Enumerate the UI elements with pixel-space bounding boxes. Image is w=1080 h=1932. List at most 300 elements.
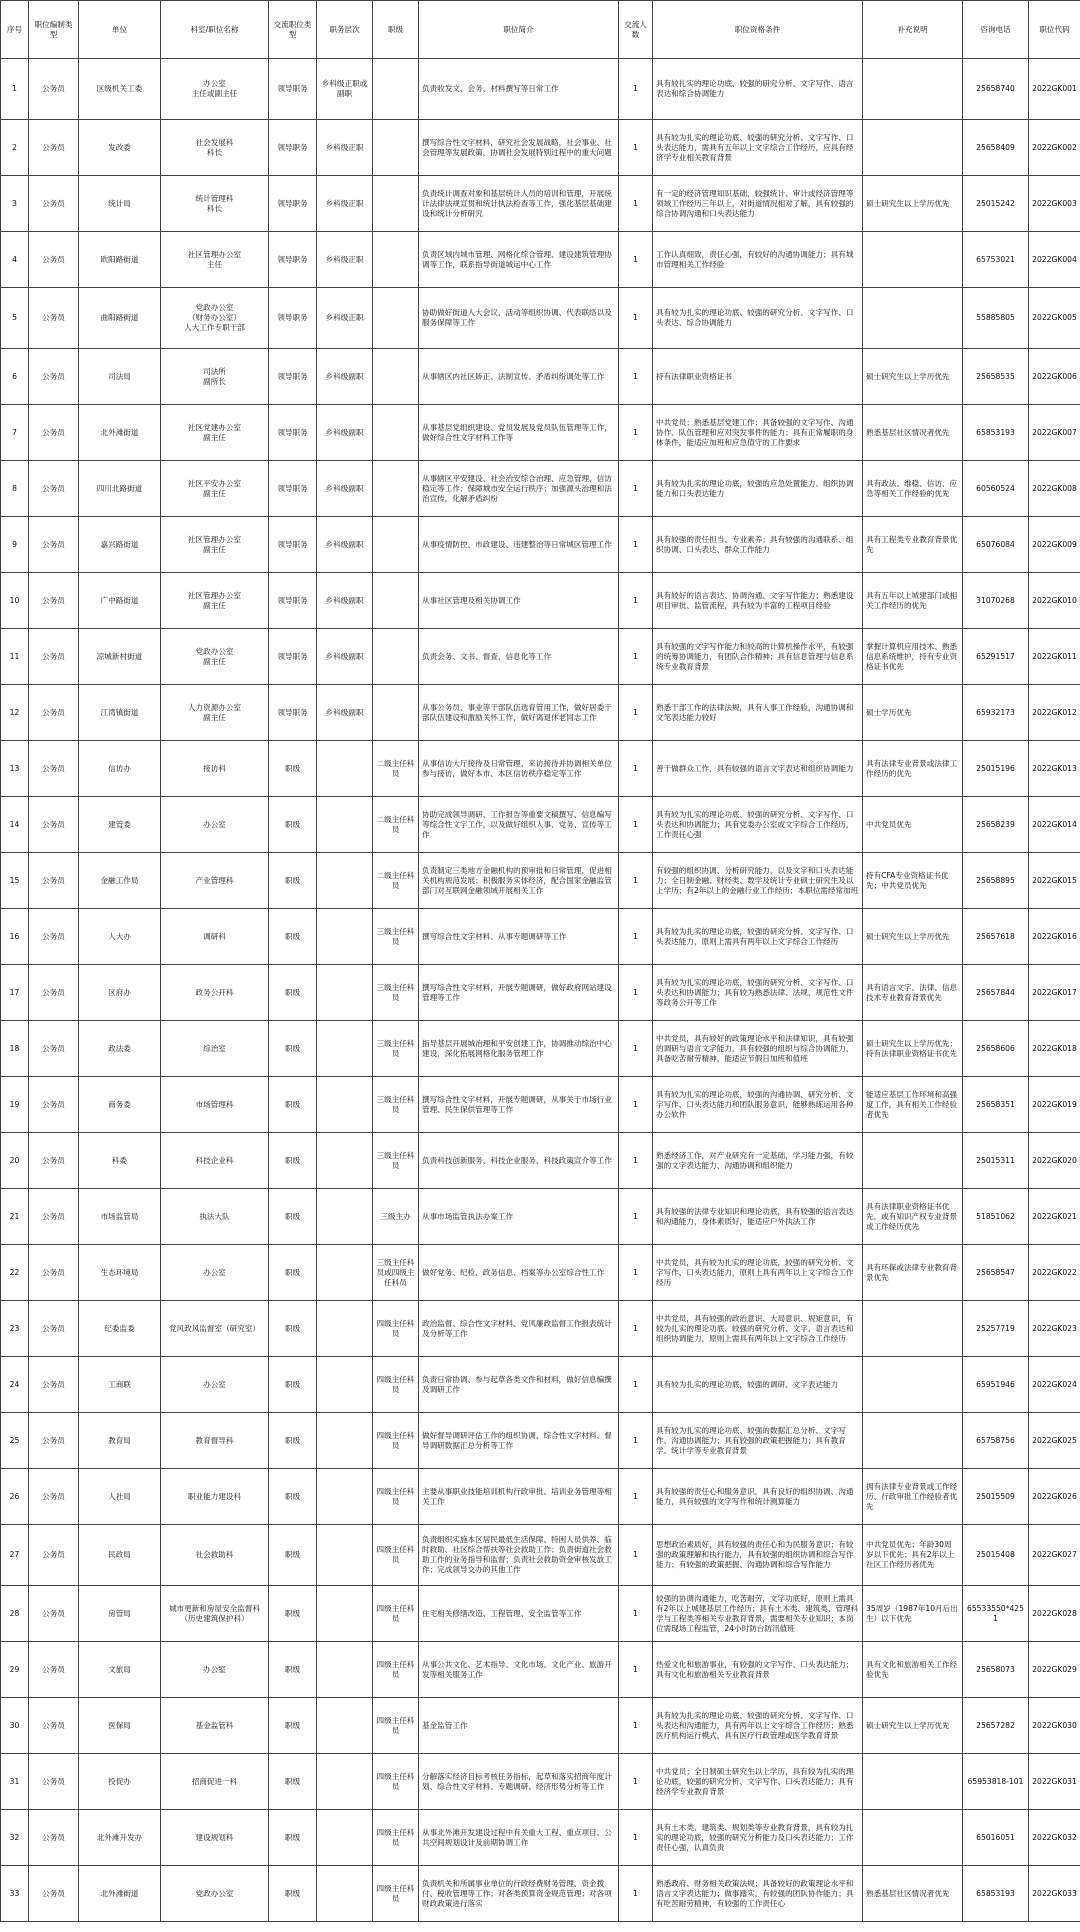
table-row: [1, 741, 1080, 797]
cell-unit: 教育局: [79, 1413, 161, 1469]
cell-count: 1: [619, 573, 653, 629]
cell-phone: 31070268: [963, 573, 1029, 629]
cell-level: 乡科级正职: [317, 176, 373, 232]
cell-no: 5: [1, 288, 29, 349]
cell-intro: 负责统计调查对象和基层统计人员的培训和管理，开展统计法律法规宣贯和统计执法检查等工作，强化基层基础建设和统计分析研究: [419, 176, 619, 232]
cell-intro: 从事社区管理及相关协调工作: [419, 573, 619, 629]
cell-type: 公务员: [29, 349, 79, 405]
cell-unit: 区府办: [79, 965, 161, 1021]
header-phone: 咨询电话: [963, 1, 1029, 59]
cell-level: 乡科级副职: [317, 349, 373, 405]
cell-dept: 政务公开科: [161, 965, 269, 1021]
cell-grade: 四级主任科员: [373, 1357, 419, 1413]
cell-type: 公务员: [29, 853, 79, 909]
cell-dept: 人力资源办公室 副主任: [161, 685, 269, 741]
cell-code: 2022GK014: [1029, 797, 1080, 853]
cell-code: 2022GK008: [1029, 461, 1080, 517]
header-grade: 职级: [373, 1, 419, 59]
cell-intro: 主要从事职业技能培训机构行政审批、培训业务管理等相关工作: [419, 1469, 619, 1525]
cell-count: 1: [619, 1077, 653, 1133]
cell-kind: 领导职务: [269, 685, 317, 741]
cell-kind: 职级: [269, 965, 317, 1021]
header-dept: 科室/职位名称: [161, 1, 269, 59]
table-row: [1, 573, 1080, 629]
cell-grade: 四级主任科员: [373, 1413, 419, 1469]
cell-dept: 建设规划科: [161, 1810, 269, 1866]
cell-level: [317, 1357, 373, 1413]
cell-kind: 职级: [269, 1189, 317, 1245]
cell-no: 15: [1, 853, 29, 909]
cell-type: 公务员: [29, 1245, 79, 1301]
cell-type: 公务员: [29, 1413, 79, 1469]
cell-note: [863, 232, 963, 288]
cell-grade: 二级主任科员: [373, 853, 419, 909]
cell-kind: 职级: [269, 1469, 317, 1525]
cell-type: 公务员: [29, 59, 79, 120]
cell-type: 公务员: [29, 1133, 79, 1189]
cell-count: 1: [619, 1189, 653, 1245]
cell-intro: 从事疫情防控、市政建设、违建整治等日常城区管理工作: [419, 517, 619, 573]
cell-no: 18: [1, 1021, 29, 1077]
cell-dept: 党政办公室: [161, 1866, 269, 1922]
cell-qual: 具有较好的语言表达、协调沟通、文字写作能力；熟悉建设项目审批、监管流程，具有较为丰富的工程项目经验: [653, 573, 863, 629]
cell-phone: 25658351: [963, 1077, 1029, 1133]
cell-no: 20: [1, 1133, 29, 1189]
cell-no: 19: [1, 1077, 29, 1133]
cell-level: 乡科级副职: [317, 629, 373, 685]
cell-count: 1: [619, 1586, 653, 1642]
table-row: [1, 1021, 1080, 1077]
cell-grade: [373, 232, 419, 288]
cell-count: 1: [619, 1866, 653, 1922]
cell-kind: 职级: [269, 1357, 317, 1413]
cell-kind: 领导职务: [269, 232, 317, 288]
cell-no: 14: [1, 797, 29, 853]
cell-no: 13: [1, 741, 29, 797]
cell-type: 公务员: [29, 1301, 79, 1357]
cell-no: 33: [1, 1866, 29, 1922]
cell-qual: 中共党员，具有较强的政治意识、大局意识、规矩意识，有较为扎实的理论功底、较强的研究分析、文字、语言表达和组织协调能力，原则上需具有两年以上文字综合工作经历: [653, 1301, 863, 1357]
cell-grade: 四级主任科员: [373, 1754, 419, 1810]
cell-unit: 人大办: [79, 909, 161, 965]
cell-no: 25: [1, 1413, 29, 1469]
cell-grade: [373, 405, 419, 461]
header-no: 序号: [1, 1, 29, 59]
cell-type: 公务员: [29, 1021, 79, 1077]
cell-type: 公务员: [29, 629, 79, 685]
cell-grade: 四级主任科员: [373, 1301, 419, 1357]
cell-kind: 领导职务: [269, 176, 317, 232]
cell-dept: 办公室: [161, 1245, 269, 1301]
cell-qual: 具有较为扎实的理论功底，较强的研究分析、文字写作、口头表达能力，原则上需具有两年以上文字综合工作经历: [653, 909, 863, 965]
cell-type: 公务员: [29, 461, 79, 517]
cell-qual: 具有较为扎实的理论功底，较强的研究分析、文字写作、口头表达和协调能力；具有较为熟悉法律、法规、规范性文件等政务公开等工作: [653, 965, 863, 1021]
cell-intro: 住宅相关修缮改造、工程管理、安全监管等工作: [419, 1586, 619, 1642]
cell-phone: 55885805: [963, 288, 1029, 349]
cell-unit: 医保局: [79, 1698, 161, 1754]
cell-note: 中共党员优先: [863, 797, 963, 853]
table-row: [1, 1301, 1080, 1357]
cell-no: 21: [1, 1189, 29, 1245]
table-row: [1, 1754, 1080, 1810]
cell-qual: 较强的协调沟通能力，吃苦耐劳，文字功底好，原则上需具有2年以上城建基层工作经历；具有土木类、建筑类、管理科学与工程类等相关专业教育背景，需要相关专业知识；本岗位需现场工程监管，24小时防台防汛值班: [653, 1586, 863, 1642]
cell-note: 具有语言文字、法律、信息技术专业教育背景优先: [863, 965, 963, 1021]
cell-dept: 教育督导科: [161, 1413, 269, 1469]
cell-type: 公务员: [29, 288, 79, 349]
cell-kind: 职级: [269, 1754, 317, 1810]
cell-level: [317, 1077, 373, 1133]
cell-code: 2022GK009: [1029, 517, 1080, 573]
cell-intro: 做好督导调研评估工作的组织协调、综合性文字材料、督导调研数据汇总分析等工作: [419, 1413, 619, 1469]
cell-phone: 65951946: [963, 1357, 1029, 1413]
cell-unit: 科委: [79, 1133, 161, 1189]
cell-code: 2022GK007: [1029, 405, 1080, 461]
table-row: [1, 517, 1080, 573]
cell-phone: 25658239: [963, 797, 1029, 853]
cell-count: 1: [619, 1413, 653, 1469]
cell-level: [317, 1754, 373, 1810]
cell-type: 公务员: [29, 1810, 79, 1866]
cell-qual: 中共党员；熟悉基层党建工作；具备较强的文字写作、沟通协作、队伍管理和应对突发事件的能力；具有正常履职的身体条件，能适应加班和应急值守的工作要求: [653, 405, 863, 461]
cell-kind: 领导职务: [269, 59, 317, 120]
header-level: 职务层次: [317, 1, 373, 59]
cell-no: 11: [1, 629, 29, 685]
cell-no: 3: [1, 176, 29, 232]
table-row: [1, 176, 1080, 232]
cell-dept: 统计管理科 科长: [161, 176, 269, 232]
cell-type: 公务员: [29, 1642, 79, 1698]
cell-count: 1: [619, 517, 653, 573]
cell-intro: 从事信访大厅接待及日常管理、来访接待并协调相关单位参与接访，做好本市、本区信访秩序稳定等工作: [419, 741, 619, 797]
cell-note: [863, 1301, 963, 1357]
cell-grade: 四级主任科员: [373, 1586, 419, 1642]
cell-kind: 领导职务: [269, 120, 317, 176]
cell-level: [317, 1698, 373, 1754]
cell-note: 具有法律专业背景或法律工作经历的优先: [863, 741, 963, 797]
cell-no: 30: [1, 1698, 29, 1754]
cell-count: 1: [619, 1469, 653, 1525]
cell-code: 2022GK027: [1029, 1525, 1080, 1586]
cell-code: 2022GK031: [1029, 1754, 1080, 1810]
table-row: [1, 1245, 1080, 1301]
table-row: [1, 59, 1080, 120]
cell-no: 32: [1, 1810, 29, 1866]
cell-intro: 做好党务、纪检、政务信息、档案等办公室综合性工作: [419, 1245, 619, 1301]
cell-note: [863, 1810, 963, 1866]
cell-unit: 信访办: [79, 741, 161, 797]
cell-phone: 65291517: [963, 629, 1029, 685]
cell-unit: 金融工作局: [79, 853, 161, 909]
cell-dept: 综治室: [161, 1021, 269, 1077]
cell-intro: 基金监管工作: [419, 1698, 619, 1754]
cell-unit: 区级机关工委: [79, 59, 161, 120]
cell-dept: 司法所 副所长: [161, 349, 269, 405]
cell-dept: 社区管理办公室 副主任: [161, 517, 269, 573]
cell-dept: 党政办公室 （财务办公室） 人大工作专职干部: [161, 288, 269, 349]
cell-code: 2022GK001: [1029, 59, 1080, 120]
cell-intro: 负责组织实施本区居民最低生活保障、特困人员供养、临时救助、社区综合帮扶等社会救助工作；负责街道社会救助工作的业务指导和监督；负责社会救助资金审核发放工作；完成领导交办的其他工作: [419, 1525, 619, 1586]
cell-no: 16: [1, 909, 29, 965]
cell-type: 公务员: [29, 1525, 79, 1586]
cell-qual: 熟悉干部工作的法律法规，具有人事工作经验，沟通协调和文笔表达能力较好: [653, 685, 863, 741]
table-row: [1, 1866, 1080, 1922]
cell-note: 硕士研究生以上学历优先: [863, 1698, 963, 1754]
table-row: [1, 1642, 1080, 1698]
cell-code: 2022GK033: [1029, 1866, 1080, 1922]
cell-dept: 社区党建办公室 副主任: [161, 405, 269, 461]
cell-dept: 调研科: [161, 909, 269, 965]
cell-code: 2022GK002: [1029, 120, 1080, 176]
cell-kind: 领导职务: [269, 629, 317, 685]
table-row: [1, 853, 1080, 909]
cell-kind: 职级: [269, 1021, 317, 1077]
cell-phone: 25658606: [963, 1021, 1029, 1077]
cell-qual: 具有较为扎实的理论功底，较强的应急处置能力、组织协调能力和口头表达能力: [653, 461, 863, 517]
cell-code: 2022GK012: [1029, 685, 1080, 741]
cell-level: [317, 1642, 373, 1698]
cell-dept: 社区管理办公室 主任: [161, 232, 269, 288]
header-qual: 职位资格条件: [653, 1, 863, 59]
cell-phone: 25015311: [963, 1133, 1029, 1189]
cell-level: [317, 797, 373, 853]
cell-phone: 65953818-101: [963, 1754, 1029, 1810]
cell-qual: 具有较强的法律专业知识和理论功底，具有较强的语言表达和沟通能力，身体素质好，能适应户外执法工作: [653, 1189, 863, 1245]
cell-dept: 党风政风监督室（研究室）: [161, 1301, 269, 1357]
cell-no: 24: [1, 1357, 29, 1413]
cell-code: 2022GK004: [1029, 232, 1080, 288]
cell-count: 1: [619, 1698, 653, 1754]
table-row: [1, 1469, 1080, 1525]
cell-code: 2022GK020: [1029, 1133, 1080, 1189]
cell-level: 乡科级正职或副职: [317, 59, 373, 120]
table-row: [1, 685, 1080, 741]
cell-level: [317, 1301, 373, 1357]
cell-type: 公务员: [29, 1866, 79, 1922]
cell-unit: 江湾镇街道: [79, 685, 161, 741]
cell-grade: [373, 176, 419, 232]
cell-note: 具有政法、维稳、信访、应急等相关工作经验的优先: [863, 461, 963, 517]
cell-note: [863, 120, 963, 176]
cell-no: 2: [1, 120, 29, 176]
cell-kind: 职级: [269, 1245, 317, 1301]
cell-dept: 招商促进一科: [161, 1754, 269, 1810]
cell-note: [863, 1357, 963, 1413]
cell-code: 2022GK032: [1029, 1810, 1080, 1866]
cell-intro: 从事辖区内社区矫正、法制宣传、矛盾纠纷调处等工作: [419, 349, 619, 405]
cell-intro: 负责科技创新服务、科技企业服务、科技政策宣介等工作: [419, 1133, 619, 1189]
cell-type: 公务员: [29, 1586, 79, 1642]
cell-grade: 四级主任科员: [373, 1642, 419, 1698]
table-row: [1, 288, 1080, 349]
cell-unit: 广中路街道: [79, 573, 161, 629]
cell-kind: 职级: [269, 909, 317, 965]
table-row: [1, 1413, 1080, 1469]
cell-phone: 25015408: [963, 1525, 1029, 1586]
cell-count: 1: [619, 1754, 653, 1810]
cell-unit: 市场监管局: [79, 1189, 161, 1245]
cell-phone: 65932173: [963, 685, 1029, 741]
cell-dept: 职业能力建设科: [161, 1469, 269, 1525]
cell-count: 1: [619, 176, 653, 232]
cell-phone: 65758756: [963, 1413, 1029, 1469]
table-row: [1, 1586, 1080, 1642]
cell-note: 硕士研究生以上学历优先: [863, 349, 963, 405]
cell-intro: 撰写综合性文字材料，研究社会发展战略，社会事业、社会管理等发展政策，协调社会发展特别过程中的重大问题: [419, 120, 619, 176]
cell-phone: 25657844: [963, 965, 1029, 1021]
cell-note: [863, 1754, 963, 1810]
cell-type: 公务员: [29, 1469, 79, 1525]
cell-phone: 25658895: [963, 853, 1029, 909]
cell-type: 公务员: [29, 1754, 79, 1810]
cell-phone: 25257719: [963, 1301, 1029, 1357]
cell-level: [317, 1021, 373, 1077]
cell-phone: 65753021: [963, 232, 1029, 288]
cell-note: 35周岁（1987年10月后出生）以下优先: [863, 1586, 963, 1642]
cell-count: 1: [619, 909, 653, 965]
cell-unit: 人社局: [79, 1469, 161, 1525]
cell-grade: 二级主任科员: [373, 741, 419, 797]
cell-unit: 北外滩街道: [79, 1866, 161, 1922]
cell-unit: 民政局: [79, 1525, 161, 1586]
cell-no: 4: [1, 232, 29, 288]
cell-dept: 社会救助科: [161, 1525, 269, 1586]
table-row: [1, 1133, 1080, 1189]
cell-unit: 政法委: [79, 1021, 161, 1077]
cell-dept: 党政办公室 副主任: [161, 629, 269, 685]
cell-code: 2022GK010: [1029, 573, 1080, 629]
cell-unit: 商务委: [79, 1077, 161, 1133]
cell-intro: 撰写综合性文字材料、从事专题调研等工作: [419, 909, 619, 965]
table-row: [1, 1077, 1080, 1133]
cell-unit: 房管局: [79, 1586, 161, 1642]
cell-qual: 熟悉政府、财务相关政策法规；具备较好的政策理论水平和语言文字表达能力；做事踏实，有较强的团队协作能力；具有吃苦耐劳精神，有较强的工作责任心: [653, 1866, 863, 1922]
cell-note: 具有法律职业资格证书优先，或有知识产权专业背景或工作经历优先: [863, 1189, 963, 1245]
cell-note: 中共党员优先；年龄30周岁以下优先；具有2年以上社区工作经历者优先: [863, 1525, 963, 1586]
cell-type: 公务员: [29, 1189, 79, 1245]
cell-unit: 纪委监委: [79, 1301, 161, 1357]
cell-dept: 城市更新和房屋安全监督科（历史建筑保护科）: [161, 1586, 269, 1642]
cell-qual: 具有较为扎实的理论功底、较强的数据汇总分析、文字写作、沟通协调能力；具有较强的政策把握能力；具有教育学、统计学等专业教育背景: [653, 1413, 863, 1469]
cell-grade: [373, 517, 419, 573]
cell-phone: 60560524: [963, 461, 1029, 517]
cell-qual: 善于做群众工作，具有较强的语言文字表达和组织协调能力: [653, 741, 863, 797]
cell-count: 1: [619, 59, 653, 120]
cell-count: 1: [619, 461, 653, 517]
cell-note: [863, 1413, 963, 1469]
cell-type: 公务员: [29, 573, 79, 629]
table-row: [1, 1357, 1080, 1413]
cell-note: 能适应基层工作环境和高强度工作，具有相关工作经验者优先: [863, 1077, 963, 1133]
cell-note: 持有CFA专业资格证书优先；中共党员优先: [863, 853, 963, 909]
cell-code: 2022GK013: [1029, 741, 1080, 797]
table-row: [1, 797, 1080, 853]
cell-unit: 统计局: [79, 176, 161, 232]
cell-count: 1: [619, 405, 653, 461]
cell-no: 1: [1, 59, 29, 120]
cell-dept: 社会发展科 科长: [161, 120, 269, 176]
cell-dept: 科技企业科: [161, 1133, 269, 1189]
cell-no: 7: [1, 405, 29, 461]
header-type: 职位编制类型: [29, 1, 79, 59]
cell-grade: [373, 573, 419, 629]
cell-qual: 中共党员，具有较为扎实的理论功底，较强的研究分析、文字写作、口头表达能力，原则上具有两年以上文字综合工作经历: [653, 1245, 863, 1301]
cell-level: [317, 1469, 373, 1525]
table-row: [1, 405, 1080, 461]
table-body: [1, 59, 1080, 1922]
cell-intro: 从事基层党组织建设、党员发展及党员队伍管理等工作，做好综合性文字材料工作等: [419, 405, 619, 461]
cell-note: [863, 1133, 963, 1189]
cell-level: [317, 853, 373, 909]
cell-level: [317, 1586, 373, 1642]
cell-note: 硕士学历优先: [863, 685, 963, 741]
cell-kind: 职级: [269, 1586, 317, 1642]
cell-kind: 职级: [269, 1525, 317, 1586]
cell-phone: 65076084: [963, 517, 1029, 573]
table-row: [1, 965, 1080, 1021]
cell-intro: 协助做好街道人大会议、活动等组织协调、代表联络以及服务保障等工作: [419, 288, 619, 349]
cell-grade: 三级主任科员或四级主任科员: [373, 1245, 419, 1301]
cell-code: 2022GK015: [1029, 853, 1080, 909]
cell-dept: 社区管理办公室 副主任: [161, 573, 269, 629]
cell-qual: 熟悉经济工作，对产业研究有一定基础，学习能力强，有较强的文字表达能力、沟通协调和组织能力: [653, 1133, 863, 1189]
cell-type: 公务员: [29, 405, 79, 461]
cell-type: 公务员: [29, 909, 79, 965]
cell-type: 公务员: [29, 1357, 79, 1413]
cell-count: 1: [619, 1642, 653, 1698]
cell-no: 8: [1, 461, 29, 517]
cell-type: 公务员: [29, 965, 79, 1021]
cell-code: 2022GK026: [1029, 1469, 1080, 1525]
cell-grade: 四级主任科员: [373, 1810, 419, 1866]
cell-intro: 分解落实经济目标考核任务指标，起草和落实招商年度计划、综合性文字材料、专题调研、经济形势分析等工作: [419, 1754, 619, 1810]
cell-count: 1: [619, 1810, 653, 1866]
cell-dept: 办公室 主任或副主任: [161, 59, 269, 120]
cell-type: 公务员: [29, 1077, 79, 1133]
cell-kind: 领导职务: [269, 573, 317, 629]
cell-qual: 工作认真细致，责任心强，有较好的沟通协调能力；具有城市管理相关工作经验: [653, 232, 863, 288]
cell-code: 2022GK030: [1029, 1698, 1080, 1754]
table-row: [1, 232, 1080, 288]
cell-note: 熟悉基层社区情况者优先: [863, 405, 963, 461]
cell-note: 熟悉基层社区情况者优先: [863, 1866, 963, 1922]
cell-qual: 热爱文化和旅游事业，有较强的文字写作、口头表达能力；具有文化和旅游相关专业教育背景: [653, 1642, 863, 1698]
cell-kind: 职级: [269, 1077, 317, 1133]
cell-type: 公务员: [29, 517, 79, 573]
cell-dept: 社区平安办公室 副主任: [161, 461, 269, 517]
cell-grade: 三级主任科员: [373, 909, 419, 965]
cell-no: 12: [1, 685, 29, 741]
cell-note: 具有工程类专业教育背景优先: [863, 517, 963, 573]
cell-dept: 办公室: [161, 797, 269, 853]
cell-note: 硕士研究生以上学历优先: [863, 176, 963, 232]
cell-count: 1: [619, 120, 653, 176]
cell-kind: 领导职务: [269, 288, 317, 349]
cell-intro: 负责机关和所属事业单位的行政经费财务管理、资金拨付、税收管理等工作；对各类预算资金规范管理；对各项财政政策进行落实: [419, 1866, 619, 1922]
cell-intro: 从事公共文化、艺术指导、文化市场、文化产业、旅游开发等相关服务工作: [419, 1642, 619, 1698]
cell-kind: 职级: [269, 797, 317, 853]
cell-intro: 从事公务员、事业等干部队伍选育管用工作，做好居委干部队伍建设和激励关怀工作，做好离退休老同志工作: [419, 685, 619, 741]
cell-no: 6: [1, 349, 29, 405]
cell-note: 掌握计算机应用技术、熟悉信息系统维护，持有专业资格证书优先: [863, 629, 963, 685]
cell-code: 2022GK023: [1029, 1301, 1080, 1357]
cell-intro: 撰写综合性文字材料，开展专题调研，做好政府网站建设管理等工作: [419, 965, 619, 1021]
cell-grade: [373, 629, 419, 685]
cell-phone: 25015509: [963, 1469, 1029, 1525]
cell-note: 具有五年以上城建部门或相关工作经历的优先: [863, 573, 963, 629]
cell-qual: 具有较为扎实的理论功底、较强的研究分析、文字写作、口头表达和协调能力；具有党委办公室或文字综合工作经历，工作责任心强: [653, 797, 863, 853]
cell-intro: 协助完成领导调研、工作报告等重要文稿撰写、信息编写等综合性文字工作，以及做好组织人事、党务、宣传等工作: [419, 797, 619, 853]
cell-grade: 四级主任科员: [373, 1469, 419, 1525]
